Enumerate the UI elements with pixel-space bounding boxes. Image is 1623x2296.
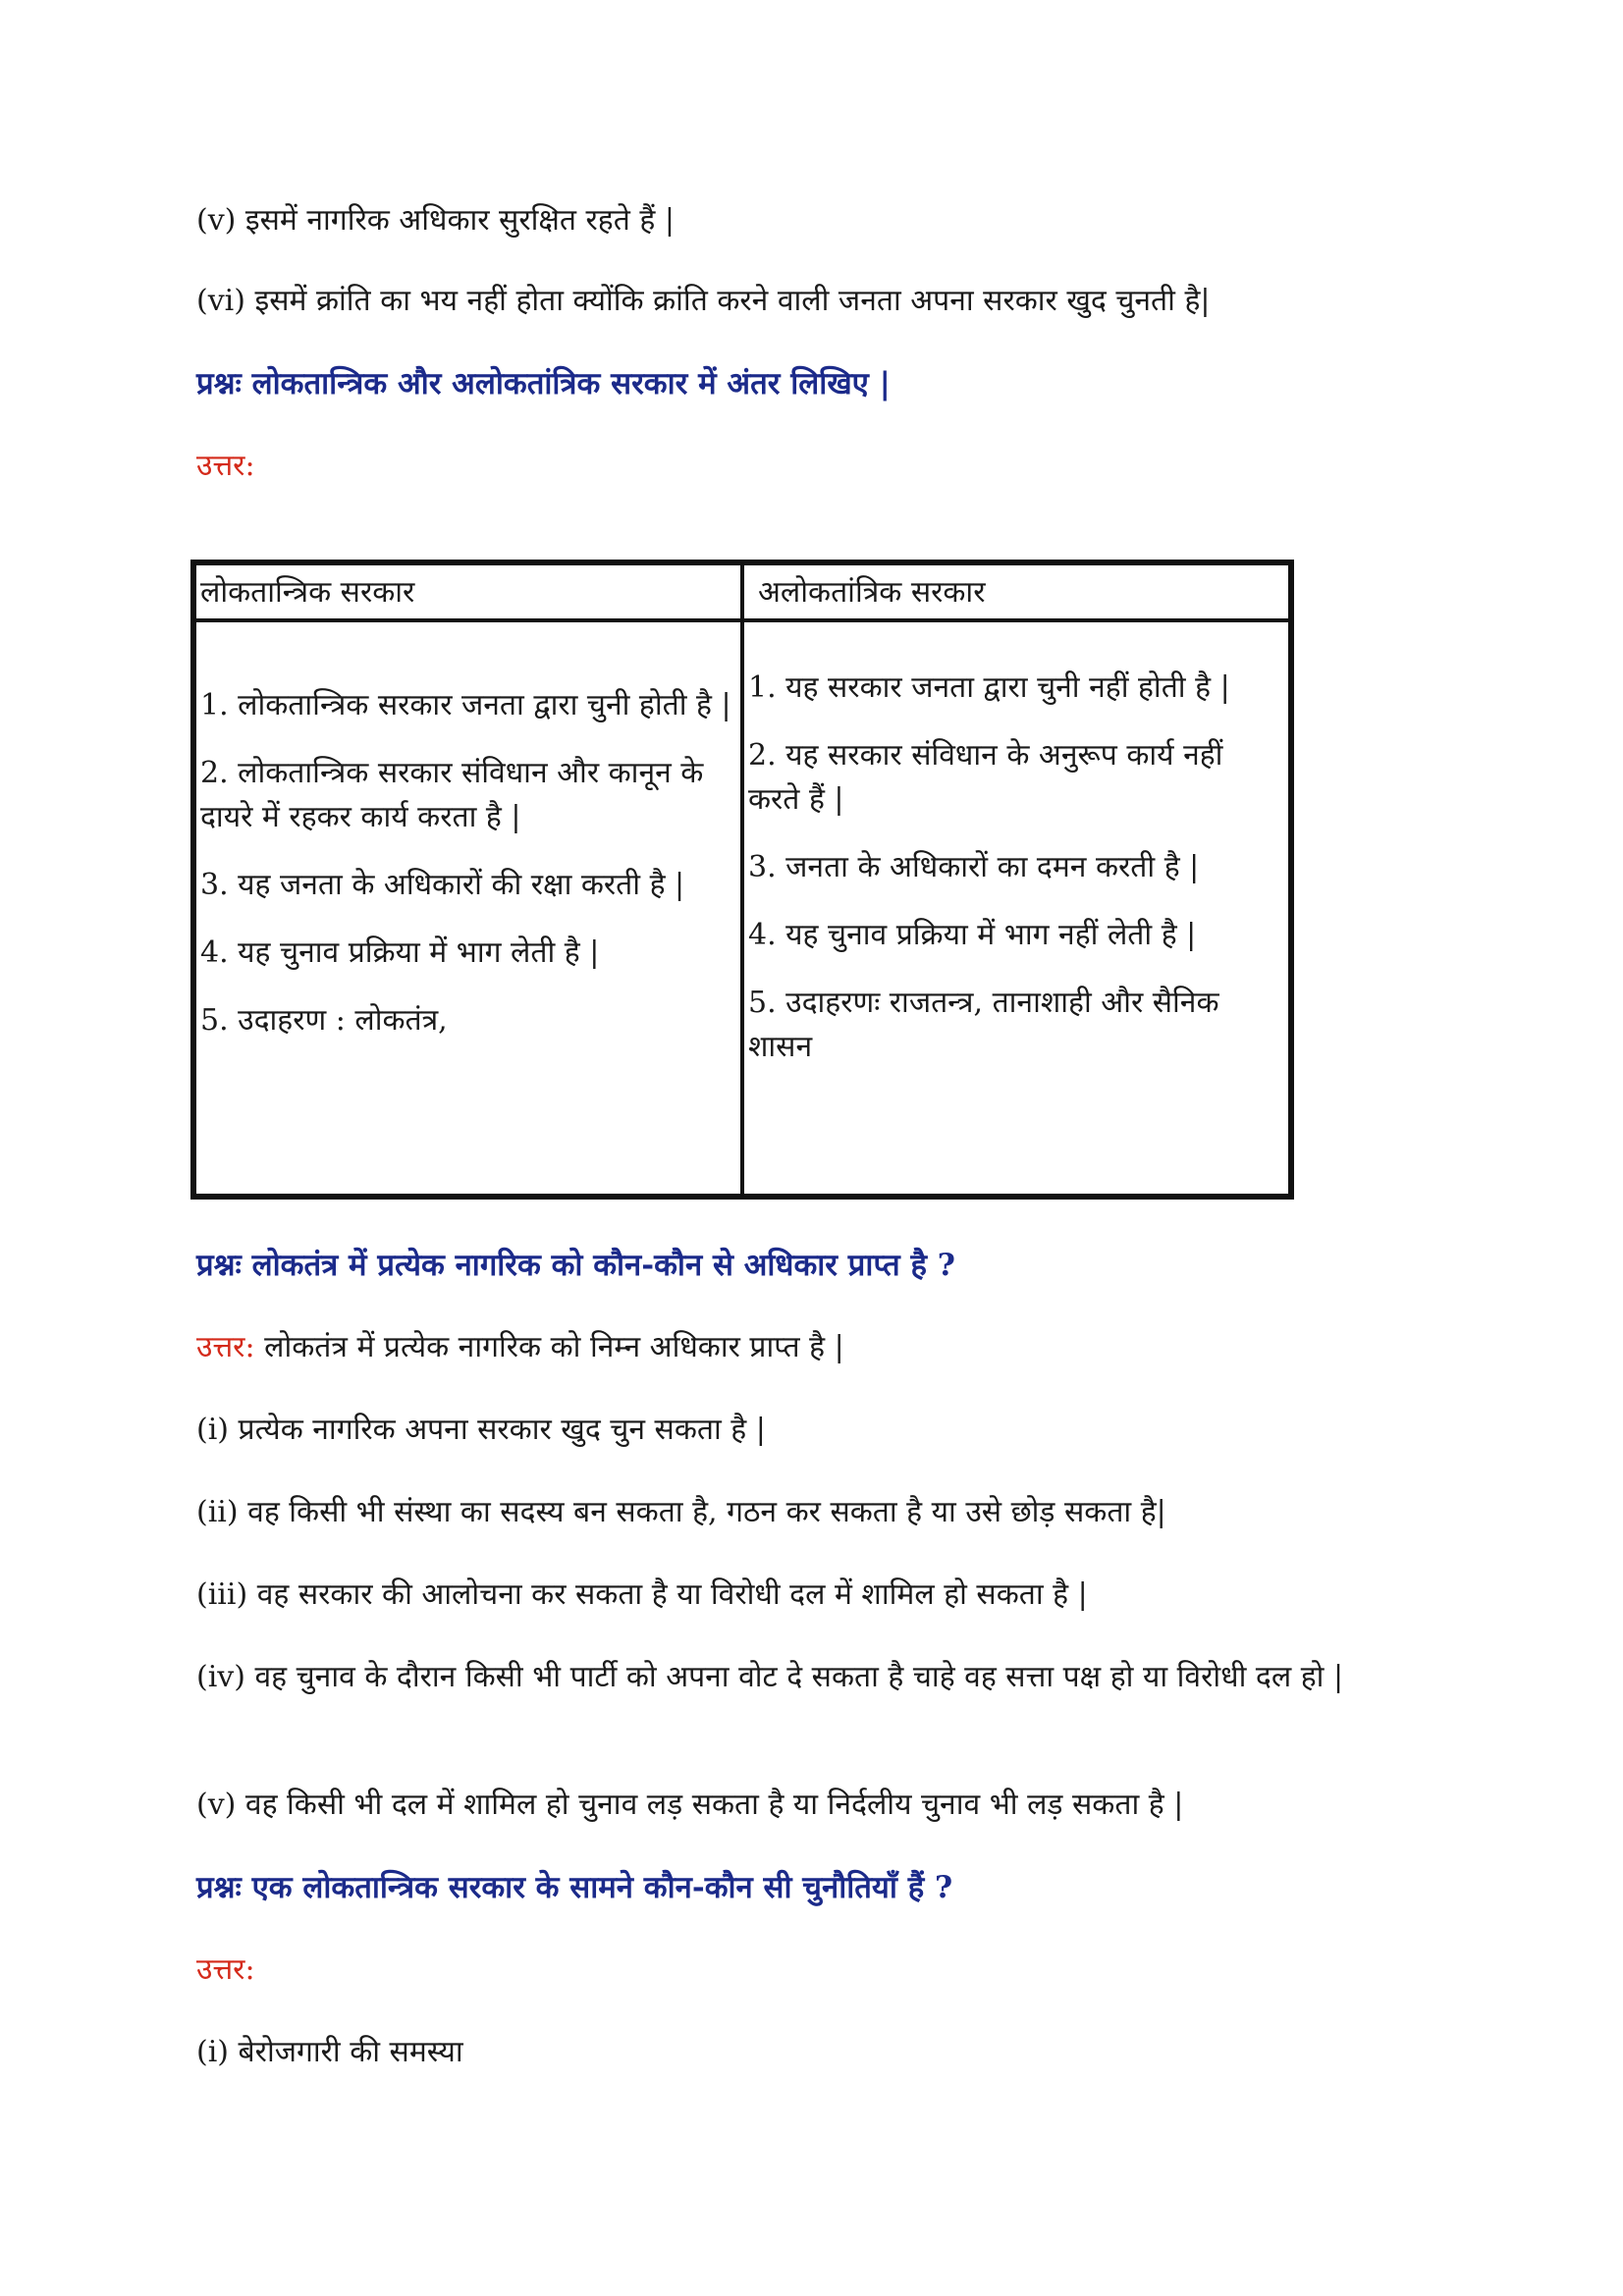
question-2: प्रश्नः लोकतंत्र में प्रत्येक नागरिक को कौन-कौन से अधिकार प्राप्त है ? [196, 1248, 955, 1283]
answer-label-2: उत्तर: [196, 1330, 255, 1364]
non-democratic-item-5: 5. उदाहरणः राजतन्त्र, तानाशाही और सैनिक शासन [748, 986, 1219, 1064]
challenge-item-i: (i) बेरोजगारी की समस्या [196, 2035, 463, 2069]
header-non-democratic: अलोकतांत्रिक सरकार [742, 563, 1290, 620]
intro-line-vi: (vi) इसमें क्रांति का भय नहीं होता क्योंकि क्रांति करने वाली जनता अपना सरकार खुद चुनती है| [196, 284, 1211, 318]
democratic-cell [194, 620, 742, 1196]
democratic-item-1: 1. लोकतान्त्रिक सरकार जनता द्वारा चुनी होती है | [200, 688, 731, 722]
comparison-table [190, 560, 1294, 1200]
intro-line-v: (v) इसमें नागरिक अधिकार सुरक्षित रहते हैं | [196, 203, 675, 238]
question-1: प्रश्नः लोकतान्त्रिक और अलोकतांत्रिक सरकार में अंतर लिखिए | [196, 366, 891, 401]
democratic-item-5: 5. उदाहरण : लोकतंत्र, [200, 1003, 448, 1038]
question-3: प्रश्नः एक लोकतान्त्रिक सरकार के सामने कौन-कौन सी चुनौतियाँ हैं ? [196, 1870, 953, 1905]
right-item-iii: (iii) वह सरकार की आलोचना कर सकता है या विरोधी दल में शामिल हो सकता है | [196, 1577, 1088, 1612]
non-democratic-item-2: 2. यह सरकार संविधान के अनुरूप कार्य नहीं करते हैं | [748, 738, 1223, 817]
header-democratic: लोकतान्त्रिक सरकार [194, 563, 742, 620]
non-democratic-item-1: 1. यह सरकार जनता द्वारा चुनी नहीं होती है | [748, 670, 1230, 705]
non-democratic-cell [742, 620, 1290, 1196]
right-item-i: (i) प्रत्येक नागरिक अपना सरकार खुद चुन सकता है | [196, 1413, 766, 1447]
right-item-iv: (iv) वह चुनाव के दौरान किसी भी पार्टी को अपना वोट दे सकता है चाहे वह सत्ता पक्ष हो या विरोधी दल हो | [196, 1660, 1344, 1694]
answer-2-text: लोकतंत्र में प्रत्येक नागरिक को निम्न अधिकार प्राप्त है | [254, 1330, 844, 1364]
answer-label-3: उत्तर: [196, 1952, 255, 1987]
answer-label-1: उत्तर: [196, 449, 255, 483]
democratic-item-3: 3. यह जनता के अधिकारों की रक्षा करती है | [200, 868, 685, 902]
non-democratic-item-4: 4. यह चुनाव प्रक्रिया में भाग नहीं लेती है | [748, 918, 1197, 952]
table-body-row [194, 620, 1290, 1196]
democratic-item-4: 4. यह चुनाव प्रक्रिया में भाग लेती है | [200, 935, 600, 970]
right-item-ii: (ii) वह किसी भी संस्था का सदस्य बन सकता है, गठन कर सकता है या उसे छोड़ सकता है| [196, 1495, 1166, 1529]
non-democratic-item-3: 3. जनता के अधिकारों का दमन करती है | [748, 850, 1200, 884]
table-header-row [194, 563, 1290, 620]
right-item-v: (v) वह किसी भी दल में शामिल हो चुनाव लड़ सकता है या निर्दलीय चुनाव भी लड़ सकता है | [196, 1788, 1184, 1822]
answer-2-line [196, 1325, 844, 1370]
democratic-item-2: 2. लोकतान्त्रिक सरकार संविधान और कानून के दायरे में रहकर कार्य करता है | [200, 756, 704, 834]
